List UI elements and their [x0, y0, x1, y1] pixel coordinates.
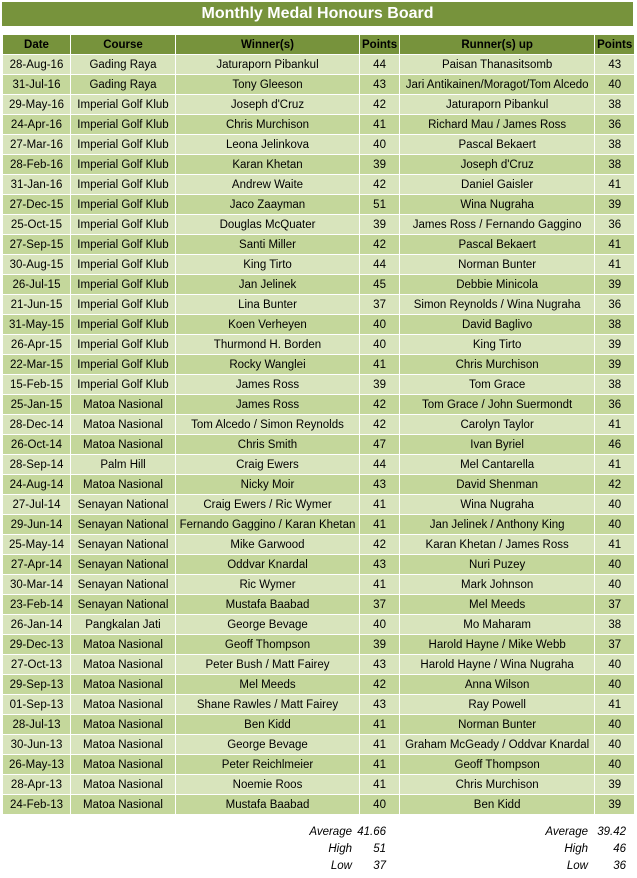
cell-runner-points: 41	[595, 415, 635, 435]
cell-runner: Wina Nugraha	[400, 195, 595, 215]
cell-course: Imperial Golf Klub	[71, 175, 176, 195]
cell-runner: Chris Murchison	[400, 355, 595, 375]
cell-points: 40	[360, 135, 400, 155]
cell-date: 24-Feb-13	[3, 795, 71, 815]
cell-runner-points: 38	[595, 135, 635, 155]
cell-points: 42	[360, 415, 400, 435]
cell-points: 39	[360, 375, 400, 395]
cell-runner: James Ross / Fernando Gaggino	[400, 215, 595, 235]
cell-runner-points: 37	[595, 595, 635, 615]
cell-course: Imperial Golf Klub	[71, 195, 176, 215]
cell-course: Matoa Nasional	[71, 635, 176, 655]
cell-date: 31-Jul-16	[3, 75, 71, 95]
table-row	[3, 315, 635, 335]
winner-average: 41.66	[357, 826, 386, 838]
cell-date: 30-Mar-14	[3, 575, 71, 595]
runner-high: 46	[613, 843, 626, 855]
cell-date: 28-Jul-13	[3, 715, 71, 735]
cell-course: Senayan National	[71, 495, 176, 515]
cell-runner: Mark Johnson	[400, 575, 595, 595]
cell-points: 44	[360, 255, 400, 275]
cell-course: Matoa Nasional	[71, 695, 176, 715]
cell-runner-points: 41	[595, 695, 635, 715]
header-points-runner: Points	[595, 35, 635, 55]
cell-course: Imperial Golf Klub	[71, 155, 176, 175]
cell-winner: Nicky Moir	[176, 475, 360, 495]
cell-runner: Debbie Minicola	[400, 275, 595, 295]
cell-points: 43	[360, 475, 400, 495]
cell-course: Matoa Nasional	[71, 735, 176, 755]
winner-low: 37	[373, 860, 386, 872]
cell-runner: Harold Hayne / Mike Webb	[400, 635, 595, 655]
cell-winner: Santi Miller	[176, 235, 360, 255]
table-row	[3, 415, 635, 435]
cell-points: 41	[360, 355, 400, 375]
cell-points: 41	[360, 495, 400, 515]
cell-course: Matoa Nasional	[71, 435, 176, 455]
cell-course: Senayan National	[71, 595, 176, 615]
cell-winner: Rocky Wanglei	[176, 355, 360, 375]
table-row	[3, 255, 635, 275]
cell-date: 27-Oct-13	[3, 655, 71, 675]
cell-runner-points: 41	[595, 255, 635, 275]
cell-points: 43	[360, 655, 400, 675]
cell-runner: Ben Kidd	[400, 795, 595, 815]
cell-date: 26-Oct-14	[3, 435, 71, 455]
cell-course: Pangkalan Jati	[71, 615, 176, 635]
table-row	[3, 795, 635, 815]
cell-runner: Mel Cantarella	[400, 455, 595, 475]
cell-runner-points: 40	[595, 735, 635, 755]
cell-date: 28-Sep-14	[3, 455, 71, 475]
cell-winner: Jaturaporn Pibankul	[176, 55, 360, 75]
cell-course: Imperial Golf Klub	[71, 355, 176, 375]
cell-runner: Ray Powell	[400, 695, 595, 715]
cell-date: 28-Aug-16	[3, 55, 71, 75]
table-row	[3, 435, 635, 455]
cell-course: Matoa Nasional	[71, 415, 176, 435]
cell-runner: Paisan Thanasitsomb	[400, 55, 595, 75]
cell-runner: Geoff Thompson	[400, 755, 595, 775]
average-label: Average	[309, 826, 352, 838]
cell-runner-points: 41	[595, 175, 635, 195]
cell-date: 31-May-15	[3, 315, 71, 335]
cell-course: Imperial Golf Klub	[71, 235, 176, 255]
cell-winner: Mustafa Baabad	[176, 795, 360, 815]
cell-date: 29-Dec-13	[3, 635, 71, 655]
header-points: Points	[360, 35, 400, 55]
cell-date: 26-Jan-14	[3, 615, 71, 635]
table-row	[3, 195, 635, 215]
runner-low: 36	[613, 860, 626, 872]
cell-points: 41	[360, 735, 400, 755]
cell-date: 26-Jul-15	[3, 275, 71, 295]
cell-date: 25-Jan-15	[3, 395, 71, 415]
cell-course: Matoa Nasional	[71, 475, 176, 495]
table-row	[3, 515, 635, 535]
table-row	[3, 375, 635, 395]
cell-runner-points: 36	[595, 115, 635, 135]
cell-runner-points: 36	[595, 395, 635, 415]
cell-runner: Tom Grace / John Suermondt	[400, 395, 595, 415]
cell-points: 42	[360, 235, 400, 255]
cell-course: Imperial Golf Klub	[71, 95, 176, 115]
cell-winner: Noemie Roos	[176, 775, 360, 795]
cell-course: Senayan National	[71, 535, 176, 555]
cell-runner-points: 39	[595, 795, 635, 815]
table-row	[3, 295, 635, 315]
cell-runner-points: 42	[595, 475, 635, 495]
cell-points: 37	[360, 595, 400, 615]
table-row	[3, 55, 635, 75]
header-row	[3, 35, 635, 55]
cell-points: 42	[360, 95, 400, 115]
cell-runner-points: 39	[595, 775, 635, 795]
table-row	[3, 635, 635, 655]
high-label: High	[564, 843, 588, 855]
cell-points: 41	[360, 515, 400, 535]
cell-points: 41	[360, 115, 400, 135]
cell-course: Imperial Golf Klub	[71, 335, 176, 355]
cell-winner: Tom Alcedo / Simon Reynolds	[176, 415, 360, 435]
cell-runner-points: 46	[595, 435, 635, 455]
cell-course: Imperial Golf Klub	[71, 255, 176, 275]
cell-runner-points: 39	[595, 335, 635, 355]
cell-date: 27-Mar-16	[3, 135, 71, 155]
cell-points: 42	[360, 675, 400, 695]
cell-date: 29-May-16	[3, 95, 71, 115]
cell-runner: Nuri Puzey	[400, 555, 595, 575]
table-row	[3, 595, 635, 615]
cell-winner: Mike Garwood	[176, 535, 360, 555]
table-row	[3, 575, 635, 595]
average-label: Average	[545, 826, 588, 838]
cell-course: Matoa Nasional	[71, 655, 176, 675]
cell-runner: Chris Murchison	[400, 775, 595, 795]
cell-course: Imperial Golf Klub	[71, 275, 176, 295]
cell-runner: Tom Grace	[400, 375, 595, 395]
cell-runner-points: 40	[595, 575, 635, 595]
cell-runner: Carolyn Taylor	[400, 415, 595, 435]
table-row	[3, 235, 635, 255]
cell-course: Senayan National	[71, 575, 176, 595]
runner-average: 39.42	[597, 826, 626, 838]
honours-table	[2, 34, 635, 815]
cell-date: 01-Sep-13	[3, 695, 71, 715]
cell-points: 41	[360, 715, 400, 735]
cell-course: Imperial Golf Klub	[71, 135, 176, 155]
table-row	[3, 175, 635, 195]
cell-course: Matoa Nasional	[71, 755, 176, 775]
cell-runner: Simon Reynolds / Wina Nugraha	[400, 295, 595, 315]
table-row	[3, 695, 635, 715]
cell-runner: Graham McGeady / Oddvar Knardal	[400, 735, 595, 755]
cell-date: 28-Feb-16	[3, 155, 71, 175]
table-row	[3, 495, 635, 515]
cell-points: 41	[360, 575, 400, 595]
cell-runner-points: 38	[595, 155, 635, 175]
table-body	[3, 55, 635, 815]
cell-runner: King Tirto	[400, 335, 595, 355]
cell-points: 37	[360, 295, 400, 315]
cell-date: 22-Mar-15	[3, 355, 71, 375]
cell-course: Imperial Golf Klub	[71, 115, 176, 135]
cell-winner: Peter Reichlmeier	[176, 755, 360, 775]
table-row	[3, 535, 635, 555]
cell-course: Imperial Golf Klub	[71, 215, 176, 235]
header-runner: Runner(s) up	[400, 35, 595, 55]
table-row	[3, 555, 635, 575]
cell-winner: Joseph d'Cruz	[176, 95, 360, 115]
table-row	[3, 475, 635, 495]
cell-runner-points: 39	[595, 275, 635, 295]
cell-course: Palm Hill	[71, 455, 176, 475]
cell-winner: Jaco Zaayman	[176, 195, 360, 215]
table-row	[3, 615, 635, 635]
cell-points: 41	[360, 755, 400, 775]
cell-runner-points: 38	[595, 95, 635, 115]
cell-points: 39	[360, 155, 400, 175]
cell-date: 24-Aug-14	[3, 475, 71, 495]
cell-runner-points: 41	[595, 535, 635, 555]
cell-course: Imperial Golf Klub	[71, 375, 176, 395]
low-label: Low	[566, 860, 588, 872]
table-row	[3, 335, 635, 355]
cell-runner-points: 39	[595, 355, 635, 375]
cell-runner: Norman Bunter	[400, 715, 595, 735]
cell-date: 26-May-13	[3, 755, 71, 775]
cell-runner-points: 37	[595, 635, 635, 655]
cell-date: 15-Feb-15	[3, 375, 71, 395]
cell-runner-points: 40	[595, 715, 635, 735]
cell-points: 45	[360, 275, 400, 295]
cell-winner: George Bevage	[176, 615, 360, 635]
cell-points: 43	[360, 555, 400, 575]
cell-course: Imperial Golf Klub	[71, 295, 176, 315]
cell-points: 40	[360, 335, 400, 355]
cell-runner-points: 41	[595, 455, 635, 475]
cell-winner: George Bevage	[176, 735, 360, 755]
table-row	[3, 355, 635, 375]
cell-runner: Mel Meeds	[400, 595, 595, 615]
cell-points: 41	[360, 775, 400, 795]
cell-winner: Mustafa Baabad	[176, 595, 360, 615]
cell-winner: King Tirto	[176, 255, 360, 275]
cell-winner: Chris Smith	[176, 435, 360, 455]
cell-points: 40	[360, 615, 400, 635]
cell-runner: Harold Hayne / Wina Nugraha	[400, 655, 595, 675]
runner-stats	[536, 824, 626, 875]
cell-winner: Peter Bush / Matt Fairey	[176, 655, 360, 675]
cell-date: 27-Apr-14	[3, 555, 71, 575]
cell-date: 31-Jan-16	[3, 175, 71, 195]
cell-winner: Lina Bunter	[176, 295, 360, 315]
cell-course: Gading Raya	[71, 55, 176, 75]
cell-runner: Wina Nugraha	[400, 495, 595, 515]
cell-winner: Karan Khetan	[176, 155, 360, 175]
cell-runner-points: 39	[595, 195, 635, 215]
table-row	[3, 715, 635, 735]
cell-course: Matoa Nasional	[71, 795, 176, 815]
cell-winner: Craig Ewers	[176, 455, 360, 475]
cell-points: 43	[360, 695, 400, 715]
cell-runner: Norman Bunter	[400, 255, 595, 275]
cell-course: Gading Raya	[71, 75, 176, 95]
cell-date: 29-Jun-14	[3, 515, 71, 535]
cell-winner: Tony Gleeson	[176, 75, 360, 95]
cell-course: Senayan National	[71, 515, 176, 535]
table-row	[3, 155, 635, 175]
cell-date: 21-Jun-15	[3, 295, 71, 315]
header-winner: Winner(s)	[176, 35, 360, 55]
cell-course: Imperial Golf Klub	[71, 315, 176, 335]
cell-winner: Ric Wymer	[176, 575, 360, 595]
cell-winner: Leona Jelinkova	[176, 135, 360, 155]
cell-runner-points: 38	[595, 375, 635, 395]
header-date: Date	[3, 35, 71, 55]
cell-runner-points: 38	[595, 615, 635, 635]
cell-runner: Daniel Gaisler	[400, 175, 595, 195]
cell-winner: Andrew Waite	[176, 175, 360, 195]
cell-runner-points: 38	[595, 315, 635, 335]
cell-points: 40	[360, 795, 400, 815]
cell-date: 23-Feb-14	[3, 595, 71, 615]
cell-winner: Mel Meeds	[176, 675, 360, 695]
cell-points: 42	[360, 175, 400, 195]
cell-winner: Shane Rawles / Matt Fairey	[176, 695, 360, 715]
cell-date: 27-Jul-14	[3, 495, 71, 515]
cell-winner: Thurmond H. Borden	[176, 335, 360, 355]
cell-runner: Jaturaporn Pibankul	[400, 95, 595, 115]
cell-runner: Pascal Bekaert	[400, 135, 595, 155]
cell-winner: James Ross	[176, 395, 360, 415]
cell-date: 27-Sep-15	[3, 235, 71, 255]
cell-winner: Ben Kidd	[176, 715, 360, 735]
cell-date: 30-Jun-13	[3, 735, 71, 755]
cell-winner: Chris Murchison	[176, 115, 360, 135]
header-course: Course	[71, 35, 176, 55]
cell-winner: Jan Jelinek	[176, 275, 360, 295]
table-row	[3, 115, 635, 135]
cell-winner: Douglas McQuater	[176, 215, 360, 235]
cell-runner-points: 40	[595, 655, 635, 675]
cell-runner-points: 40	[595, 495, 635, 515]
cell-points: 42	[360, 395, 400, 415]
cell-date: 29-Sep-13	[3, 675, 71, 695]
cell-winner: Fernando Gaggino / Karan Khetan	[176, 515, 360, 535]
cell-runner-points: 40	[595, 675, 635, 695]
table-row	[3, 775, 635, 795]
table-row	[3, 135, 635, 155]
cell-date: 27-Dec-15	[3, 195, 71, 215]
cell-course: Senayan National	[71, 555, 176, 575]
cell-runner: Pascal Bekaert	[400, 235, 595, 255]
cell-date: 25-Oct-15	[3, 215, 71, 235]
cell-runner: David Baglivo	[400, 315, 595, 335]
cell-runner: Karan Khetan / James Ross	[400, 535, 595, 555]
cell-course: Matoa Nasional	[71, 395, 176, 415]
low-label: Low	[330, 860, 352, 872]
table-row	[3, 455, 635, 475]
cell-runner: Joseph d'Cruz	[400, 155, 595, 175]
board-title: Monthly Medal Honours Board	[2, 2, 633, 26]
cell-winner: James Ross	[176, 375, 360, 395]
cell-date: 24-Apr-16	[3, 115, 71, 135]
cell-runner: Ivan Byriel	[400, 435, 595, 455]
cell-points: 43	[360, 75, 400, 95]
table-row	[3, 95, 635, 115]
table-row	[3, 735, 635, 755]
cell-runner: Mo Maharam	[400, 615, 595, 635]
table-row	[3, 75, 635, 95]
table-row	[3, 755, 635, 775]
table-row	[3, 675, 635, 695]
cell-runner: David Shenman	[400, 475, 595, 495]
winner-high: 51	[373, 843, 386, 855]
cell-course: Matoa Nasional	[71, 715, 176, 735]
winner-stats	[300, 824, 386, 875]
cell-runner-points: 41	[595, 235, 635, 255]
table-row	[3, 655, 635, 675]
cell-winner: Craig Ewers / Ric Wymer	[176, 495, 360, 515]
cell-runner-points: 40	[595, 75, 635, 95]
cell-date: 25-May-14	[3, 535, 71, 555]
cell-runner: Jari Antikainen/Moragot/Tom Alcedo	[400, 75, 595, 95]
cell-points: 44	[360, 55, 400, 75]
cell-runner-points: 40	[595, 555, 635, 575]
cell-date: 28-Dec-14	[3, 415, 71, 435]
cell-date: 26-Apr-15	[3, 335, 71, 355]
cell-runner-points: 43	[595, 55, 635, 75]
cell-winner: Oddvar Knardal	[176, 555, 360, 575]
table-row	[3, 275, 635, 295]
cell-points: 51	[360, 195, 400, 215]
cell-winner: Geoff Thompson	[176, 635, 360, 655]
cell-runner-points: 40	[595, 515, 635, 535]
high-label: High	[328, 843, 352, 855]
cell-runner-points: 36	[595, 295, 635, 315]
cell-points: 44	[360, 455, 400, 475]
cell-course: Matoa Nasional	[71, 675, 176, 695]
cell-runner-points: 40	[595, 755, 635, 775]
cell-date: 30-Aug-15	[3, 255, 71, 275]
cell-points: 40	[360, 315, 400, 335]
cell-winner: Koen Verheyen	[176, 315, 360, 335]
cell-runner: Jan Jelinek / Anthony King	[400, 515, 595, 535]
cell-runner: Richard Mau / James Ross	[400, 115, 595, 135]
cell-points: 42	[360, 535, 400, 555]
cell-runner-points: 36	[595, 215, 635, 235]
cell-points: 39	[360, 215, 400, 235]
cell-runner: Anna Wilson	[400, 675, 595, 695]
cell-points: 47	[360, 435, 400, 455]
cell-course: Matoa Nasional	[71, 775, 176, 795]
table-row	[3, 215, 635, 235]
cell-points: 39	[360, 635, 400, 655]
table-row	[3, 395, 635, 415]
cell-date: 28-Apr-13	[3, 775, 71, 795]
